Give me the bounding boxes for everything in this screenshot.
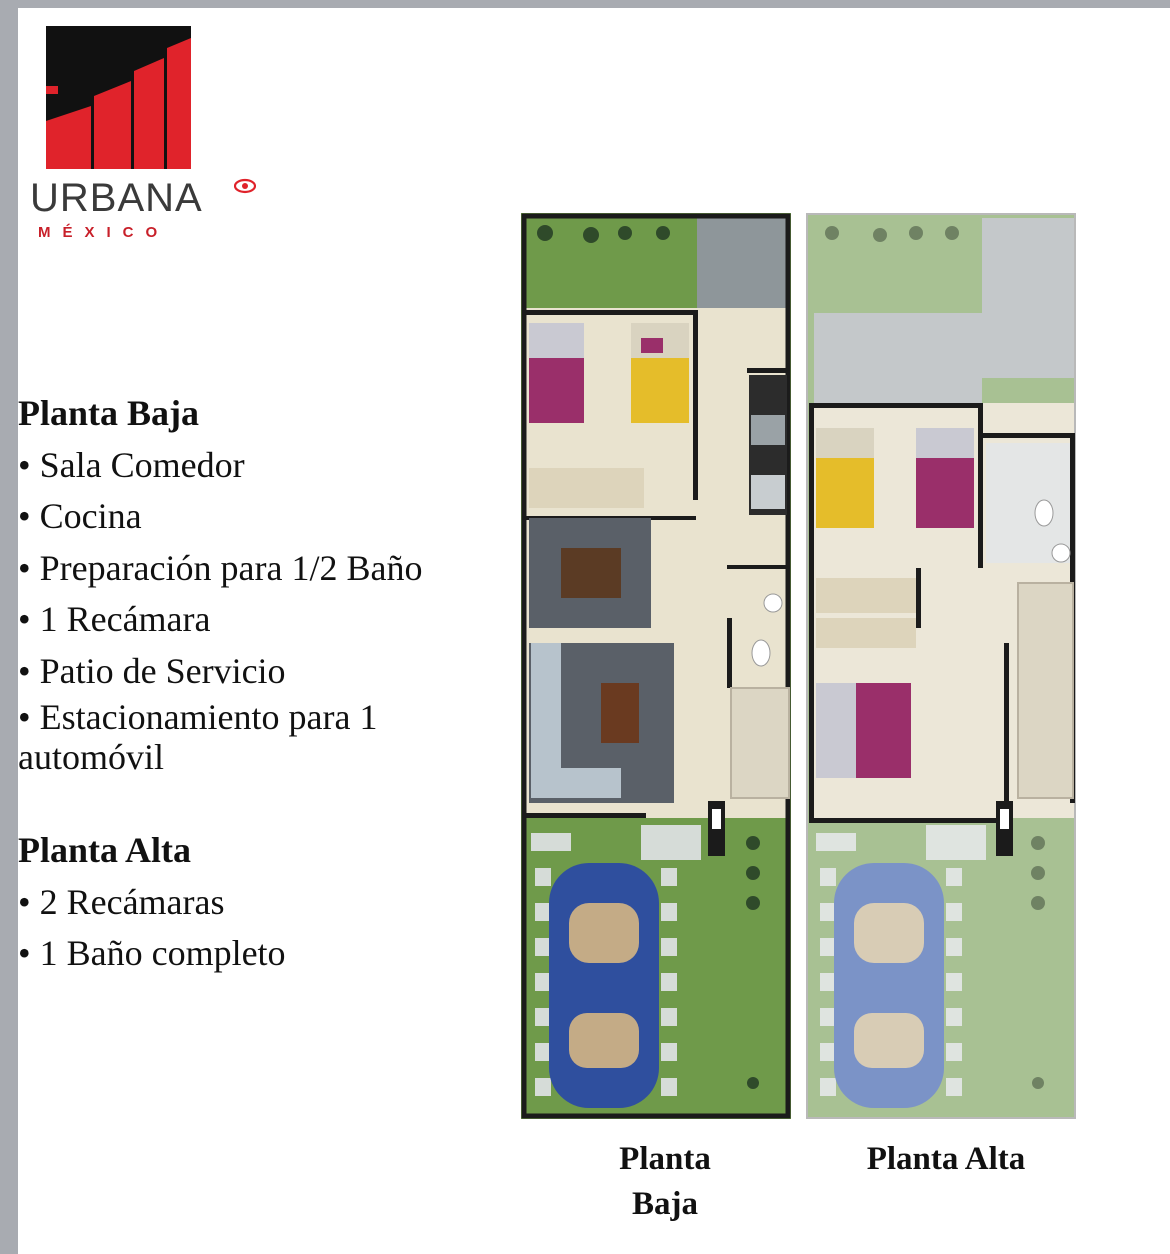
ground-floor-caption: Planta Baja — [619, 1141, 711, 1222]
list-item: • Estacionamiento para 1 automóvil — [18, 697, 378, 777]
upper-floor-plan — [806, 213, 1076, 1119]
logo-mark-icon — [46, 26, 191, 169]
car-icon — [834, 863, 944, 1108]
ground-floor-heading: Planta Baja — [18, 393, 200, 433]
logo-name: URBANA — [30, 176, 203, 220]
upper-floor-heading: Planta Alta — [18, 830, 192, 870]
features-list — [18, 388, 498, 980]
logo-eye-icon — [234, 178, 256, 194]
upper-floor-caption: Planta Alta — [866, 1141, 1026, 1177]
urbana-logo — [30, 26, 256, 256]
list-item: • Sala Comedor — [18, 444, 245, 485]
list-item: • Preparación para 1/2 Baño — [18, 547, 423, 588]
list-item: • Cocina — [18, 496, 142, 536]
list-item: • Patio de Servicio — [18, 650, 286, 691]
logo-subtitle: MÉXICO — [38, 224, 170, 241]
ground-floor-plan — [521, 213, 791, 1119]
list-item: • 1 Baño completo — [18, 933, 286, 973]
list-item: • 2 Recámaras — [18, 881, 225, 922]
car-icon — [549, 863, 659, 1108]
list-item: • 1 Recámara — [18, 599, 211, 639]
